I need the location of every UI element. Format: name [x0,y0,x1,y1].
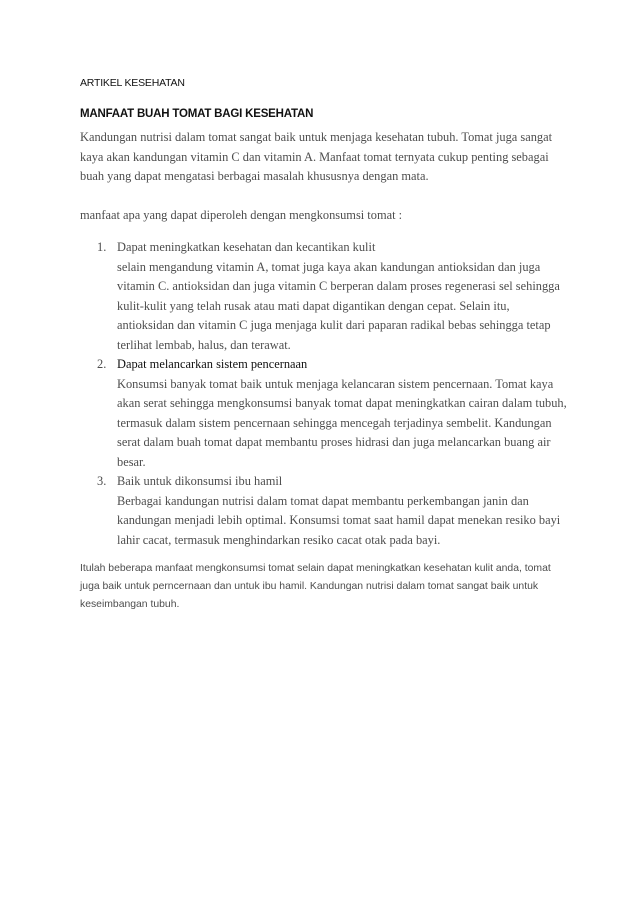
list-item-number: 3. [97,474,107,488]
benefits-list [97,238,567,550]
article-category: ARTIKEL KESEHATAN [80,77,185,89]
intro-paragraph: Kandungan nutrisi dalam tomat sangat baik untuk menjaga kesehatan tubuh. Tomat juga sangat kaya akan kandungan vitamin C dan vitamin A. Manfaat tomat ternyata cukup penting sebagai buah yang dapat mengatasi berbagai masalah khususnya dengan mata. [80,130,553,183]
list-item [97,355,567,472]
list-item [97,472,567,550]
list-item [97,238,567,355]
list-item-heading: Dapat melancarkan sistem pencernaan [117,357,308,371]
list-item-number: 2. [97,357,107,371]
closing-paragraph: Itulah beberapa manfaat mengkonsumsi tomat selain dapat meningkatkan kesehatan kulit anda, tomat juga baik untuk perncernaan dan untuk ibu hamil. Kandungan nutrisi dalam tomat sangat baik untuk keseimbangan tubuh. [80,563,551,610]
article-title: MANFAAT BUAH TOMAT BAGI KESEHATAN [80,108,314,120]
list-item-body: Konsumsi banyak tomat baik untuk menjaga kelancaran sistem pencernaan. Tomat kaya akan serat sehingga mengkonsumsi banyak tomat dapat meningkatkan cairan dalam tubuh, termasuk dalam sistem pencernaan sehingga mencegah terjadinya sembelit. Kandungan serat dalam buah tomat dapat membantu proses hidrasi dan juga melancarkan buang air besar. [117,376,567,469]
list-item-body: selain mengandung vitamin A, tomat juga kaya akan kandungan antioksidan dan juga vitamin C. antioksidan dan juga vitamin C berperan dalam proses regenerasi sel sehingga kulit-kulit yang telah rusak atau mati dapat digantikan dengan cepat. Selain itu, antioksidan dan vitamin C juga menjaga kulit dari paparan radikal bebas sehingga tetap terlihat lembab, halus, dan terawat. [117,259,560,352]
list-item-body: Berbagai kandungan nutrisi dalam tomat dapat membantu perkembangan janin dan kandungan menjadi lebih optimal. Konsumsi tomat saat hamil dapat menekan resiko bayi lahir cacat, termasuk menghindarkan resiko cacat otak pada bayi. [117,493,561,547]
list-item-heading: Dapat meningkatkan kesehatan dan kecantikan kulit [117,240,376,254]
list-item-heading: Baik untuk dikonsumsi ibu hamil [117,474,283,488]
list-lead-paragraph: manfaat apa yang dapat diperoleh dengan mengkonsumsi tomat : [80,208,403,222]
list-item-number: 1. [97,240,107,254]
